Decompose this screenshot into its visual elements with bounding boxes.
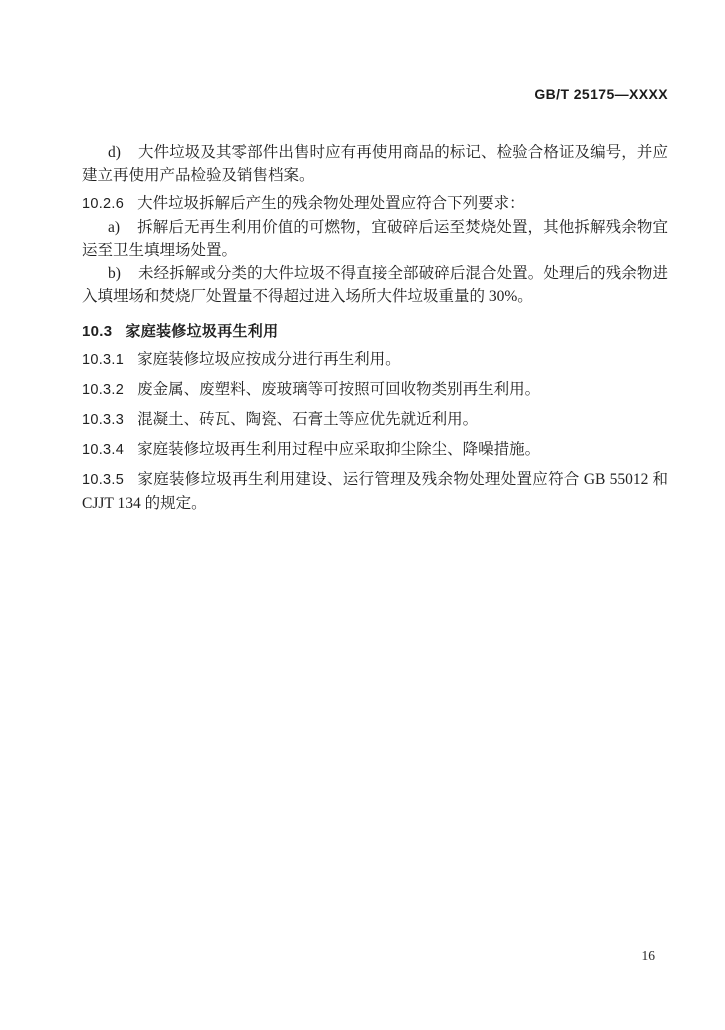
list-item-d <box>82 141 668 187</box>
list-item-label: b) <box>108 265 121 282</box>
section-title: 家庭装修垃圾再生利用 <box>125 323 279 340</box>
clause-10-3-2 <box>82 378 668 402</box>
clause-10-2-6 <box>82 192 668 216</box>
clause-number: 10.3.2 <box>82 382 125 398</box>
clause-text: 混凝土、砖瓦、陶瓷、石膏土等应优先就近利用。 <box>137 411 479 428</box>
clause-number: 10.3.5 <box>82 472 125 488</box>
list-item-text: 大件垃圾及其零部件出售时应有再使用商品的标记、检验合格证及编号，并应建立再使用产品检验及销售档案。 <box>82 144 668 184</box>
clause-text: 废金属、废塑料、废玻璃等可按照可回收物类别再生利用。 <box>137 381 541 398</box>
clause-10-3-3 <box>82 408 668 432</box>
clause-text: 大件垃圾拆解后产生的残余物处理处置应符合下列要求： <box>137 195 525 212</box>
list-item-b <box>82 262 668 308</box>
list-item-label: d) <box>108 144 121 161</box>
list-item-text: 拆解后无再生利用价值的可燃物，宜破碎后运至焚烧处置，其他拆解残余物宜运至卫生填埋场处置。 <box>82 219 668 259</box>
document-body <box>82 141 668 521</box>
clause-10-3-1 <box>82 348 668 372</box>
clause-text: 家庭装修垃圾再生利用建设、运行管理及残余物处理处置应符合 GB 55012 和 CJJT 134 的规定。 <box>82 471 668 512</box>
list-item-label: a) <box>108 219 121 236</box>
clause-text: 家庭装修垃圾应按成分进行再生利用。 <box>137 351 401 368</box>
section-heading-10-3 <box>82 320 668 343</box>
clause-number: 10.3.3 <box>82 412 125 428</box>
clause-text: 家庭装修垃圾再生利用过程中应采取抑尘除尘、降噪措施。 <box>137 441 541 458</box>
page-number: 16 <box>641 948 655 963</box>
clause-number: 10.2.6 <box>82 196 125 212</box>
standard-number-header: GB/T 25175—XXXX <box>534 86 668 102</box>
list-item-text: 未经拆解或分类的大件垃圾不得直接全部破碎后混合处置。处理后的残余物进入填埋场和焚烧厂处置量不得超过进入场所大件垃圾重量的 30%。 <box>82 265 668 305</box>
section-number: 10.3 <box>82 323 113 340</box>
clause-number: 10.3.4 <box>82 442 125 458</box>
list-item-a <box>82 216 668 262</box>
clause-10-3-4 <box>82 438 668 462</box>
clause-number: 10.3.1 <box>82 352 125 368</box>
clause-10-3-5 <box>82 468 668 515</box>
